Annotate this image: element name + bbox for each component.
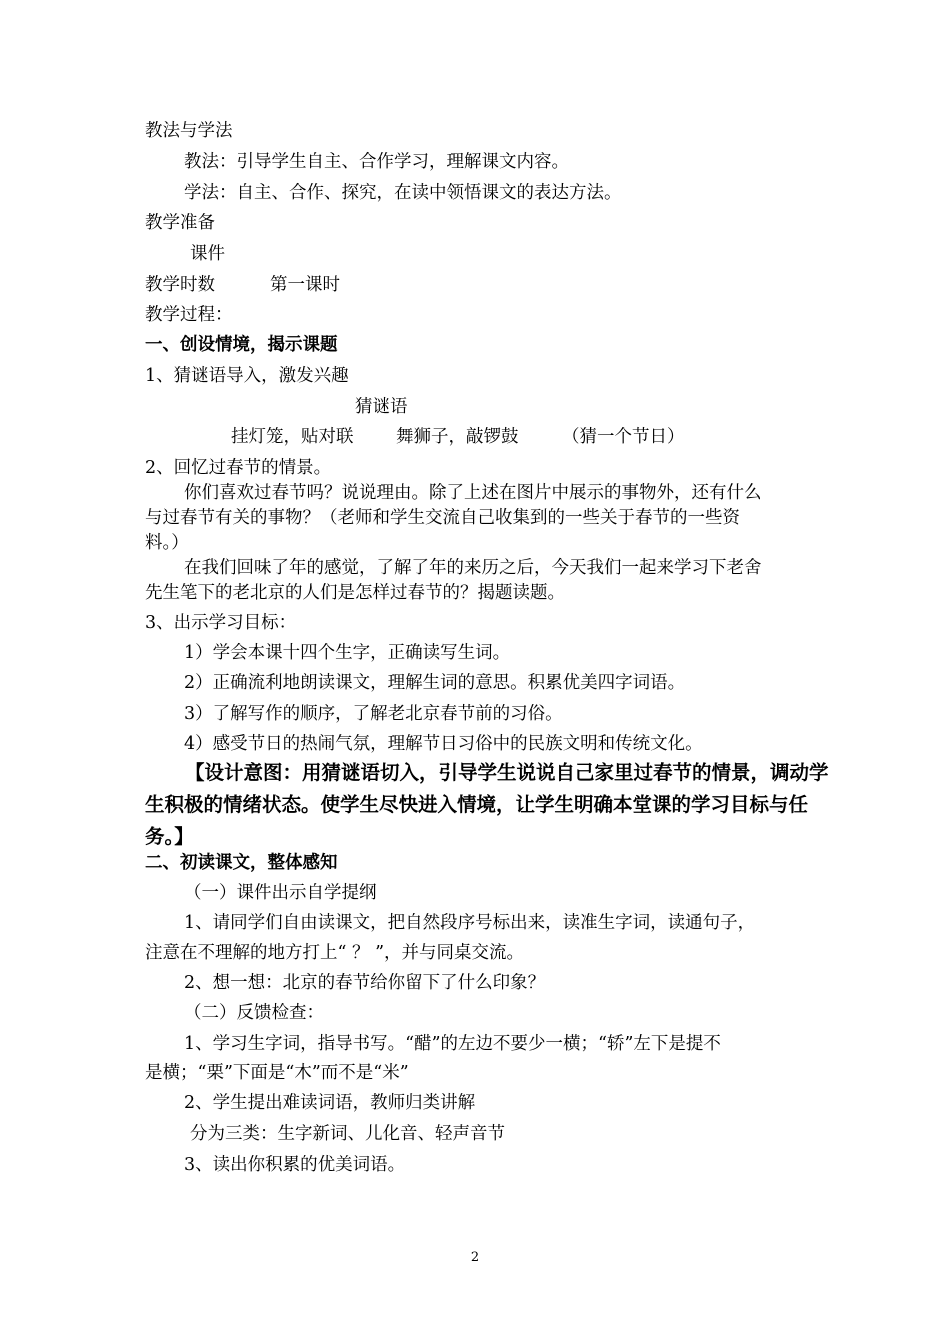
check1-line1: 1、学习生字词，指导书写。“醋”的左边不要少一横；“轿”左下是提不: [184, 1034, 721, 1054]
riddle-part1: 挂灯笼，贴对联: [231, 427, 354, 447]
paragraph-1-line-1: 你们喜欢过春节吗？说说理由。除了上述在图片中展示的事物外，还有什么: [184, 483, 762, 503]
check3: 3、读出你积累的优美词语。: [184, 1155, 406, 1175]
section1-title: 一、创设情境，揭示课题: [145, 335, 338, 355]
page-number: 2: [470, 1250, 480, 1265]
learning-method: 学法：自主、合作、探究，在读中领悟课文的表达方法。: [184, 183, 622, 203]
section2-item1-line1: 1、请同学们自由读课文，把自然段序号标出来，读准生字词，读通句子，: [184, 913, 756, 933]
section2-title: 二、初读课文，整体感知: [145, 853, 338, 873]
design-intent-line: 生积极的情绪状态。使学生尽快进入情境，让学生明确本堂课的学习目标与任: [145, 793, 809, 816]
check2-detail: 分为三类：生字新词、儿化音、轻声音节: [190, 1124, 505, 1144]
riddle-hint: （猜一个节日）: [562, 427, 685, 447]
riddle-part2: 舞狮子，敲锣鼓: [396, 427, 519, 447]
preparation-item: 课件: [190, 244, 225, 264]
goal-item: 2）正确流利地朗读课文，理解生词的意思。积累优美四字词语。: [184, 673, 686, 693]
hours-value: 第一课时: [270, 275, 340, 295]
section2-sub1: （一）课件出示自学提纲: [184, 883, 377, 903]
teaching-method: 教法：引导学生自主、合作学习，理解课文内容。: [184, 152, 569, 172]
section2-item2: 2、想一想：北京的春节给你留下了什么印象？: [184, 973, 546, 993]
design-intent-line: 【设计意图：用猜谜语切入，引导学生说说自己家里过春节的情景，调动学: [185, 761, 829, 784]
section2-item1-line2: 注意在不理解的地方打上“ ？ ”，并与同桌交流。: [145, 943, 525, 963]
paragraph-1-line-2: 与过春节有关的事物？（老师和学生交流自己收集到的一些关于春节的一些资: [145, 508, 740, 528]
paragraph-2-line-1: 在我们回味了年的感觉，了解了年的来历之后，今天我们一起来学习下老舍: [184, 558, 762, 578]
preparation-heading: 教学准备: [145, 213, 215, 233]
section2-sub2: （二）反馈检查：: [184, 1003, 324, 1023]
paragraph-2-line-2: 先生笔下的老北京的人们是怎样过春节的？揭题读题。: [145, 583, 565, 603]
goal-item: 3）了解写作的顺序，了解老北京春节前的习俗。: [184, 704, 563, 724]
section1-step1: 1、猜谜语导入，激发兴趣: [145, 366, 349, 386]
check1-line2: 是横；“栗”下面是“木”而不是“米”: [145, 1063, 409, 1083]
design-intent: [145, 757, 829, 853]
hours-label: 教学时数: [145, 275, 215, 295]
goal-item: 1）学会本课十四个生字，正确读写生词。: [184, 643, 511, 663]
riddle-title: 猜谜语: [355, 397, 408, 417]
check2: 2、学生提出难读词语，教师归类讲解: [184, 1093, 476, 1113]
goal-item: 4）感受节日的热闹气氛，理解节日习俗中的民族文明和传统文化。: [184, 734, 703, 754]
design-intent-line: 务。】: [145, 825, 194, 848]
process-heading: 教学过程：: [145, 305, 233, 325]
methods-heading: 教法与学法: [145, 121, 233, 141]
paragraph-1-line-3: 料。）: [145, 533, 189, 553]
section1-step2: 2、回忆过春节的情景。: [145, 458, 332, 478]
section1-step3: 3、出示学习目标：: [145, 613, 297, 633]
